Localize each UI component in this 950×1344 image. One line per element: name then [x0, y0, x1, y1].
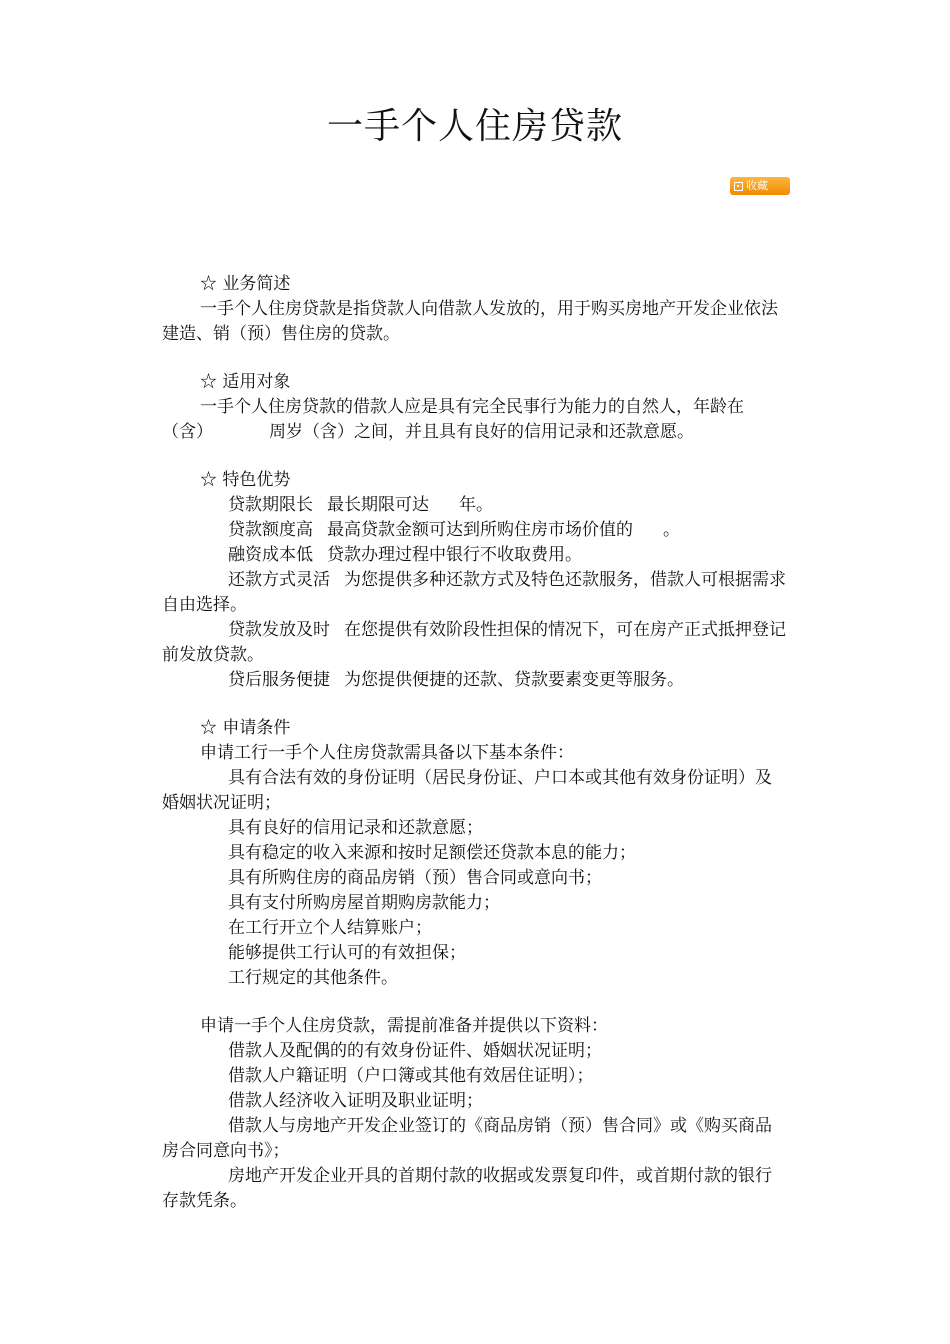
condition-item: 在工行开立个人结算账户；: [228, 918, 432, 938]
conditions-intro: 申请工行一手个人住房贷款需具备以下基本条件：: [200, 743, 574, 763]
feature-item: 还款方式灵活 为您提供多种还款方式及特色还款服务，借款人可根据需求自由选择。: [162, 570, 786, 615]
material-item: 借款人与房地产开发企业签订的《商品房销（预）售合同》或《购买商品房合同意向书》；: [162, 1116, 772, 1161]
section-heading-conditions: ☆ 申请条件: [200, 718, 291, 738]
condition-item: 具有稳定的收入来源和按时足额偿还贷款本息的能力；: [228, 843, 636, 863]
favorite-label: 收藏: [746, 179, 768, 192]
feature-item: 贷款期限长 最长期限可达 年。: [228, 495, 493, 515]
bookmark-icon: [734, 182, 743, 191]
target-text: 一手个人住房贷款的借款人应是具有完全民事行为能力的自然人，年龄在（含） 周岁（含）之间，并且具有良好的信用记录和还款意愿。: [162, 397, 744, 442]
condition-item: 具有良好的信用记录和还款意愿；: [228, 818, 483, 838]
condition-item: 具有合法有效的身份证明（居民身份证、户口本或其他有效身份证明）及婚姻状况证明；: [162, 768, 772, 813]
feature-item: 贷后服务便捷 为您提供便捷的还款、贷款要素变更等服务。: [228, 670, 684, 690]
feature-item: 贷款发放及时 在您提供有效阶段性担保的情况下，可在房产正式抵押登记前发放贷款。: [162, 620, 786, 665]
overview-text: 一手个人住房贷款是指贷款人向借款人发放的，用于购买房地产开发企业依法建造、销（预）售住房的贷款。: [162, 299, 778, 344]
material-item: 房地产开发企业开具的首期付款的收据或发票复印件，或首期付款的银行存款凭条。: [162, 1166, 772, 1211]
section-heading-overview: ☆ 业务简述: [200, 274, 291, 294]
condition-item: 具有所购住房的商品房销（预）售合同或意向书；: [228, 868, 602, 888]
material-item: 借款人经济收入证明及职业证明；: [228, 1091, 483, 1111]
favorite-button[interactable]: [730, 177, 790, 195]
document-body: [162, 272, 788, 1214]
condition-item: 具有支付所购房屋首期购房款能力；: [228, 893, 500, 913]
material-item: 借款人及配偶的的有效身份证件、婚姻状况证明；: [228, 1041, 602, 1061]
section-heading-target: ☆ 适用对象: [200, 372, 291, 392]
section-heading-features: ☆ 特色优势: [200, 470, 291, 490]
condition-item: 能够提供工行认可的有效担保；: [228, 943, 466, 963]
materials-intro: 申请一手个人住房贷款，需提前准备并提供以下资料：: [200, 1016, 608, 1036]
material-item: 借款人户籍证明（户口簿或其他有效居住证明）；: [228, 1066, 594, 1086]
feature-item: 融资成本低 贷款办理过程中银行不收取费用。: [228, 545, 582, 565]
page-title: 一手个人住房贷款: [326, 106, 623, 147]
condition-item: 工行规定的其他条件。: [228, 968, 398, 988]
feature-item: 贷款额度高 最高贷款金额可达到所购住房市场价值的 。: [228, 520, 680, 540]
